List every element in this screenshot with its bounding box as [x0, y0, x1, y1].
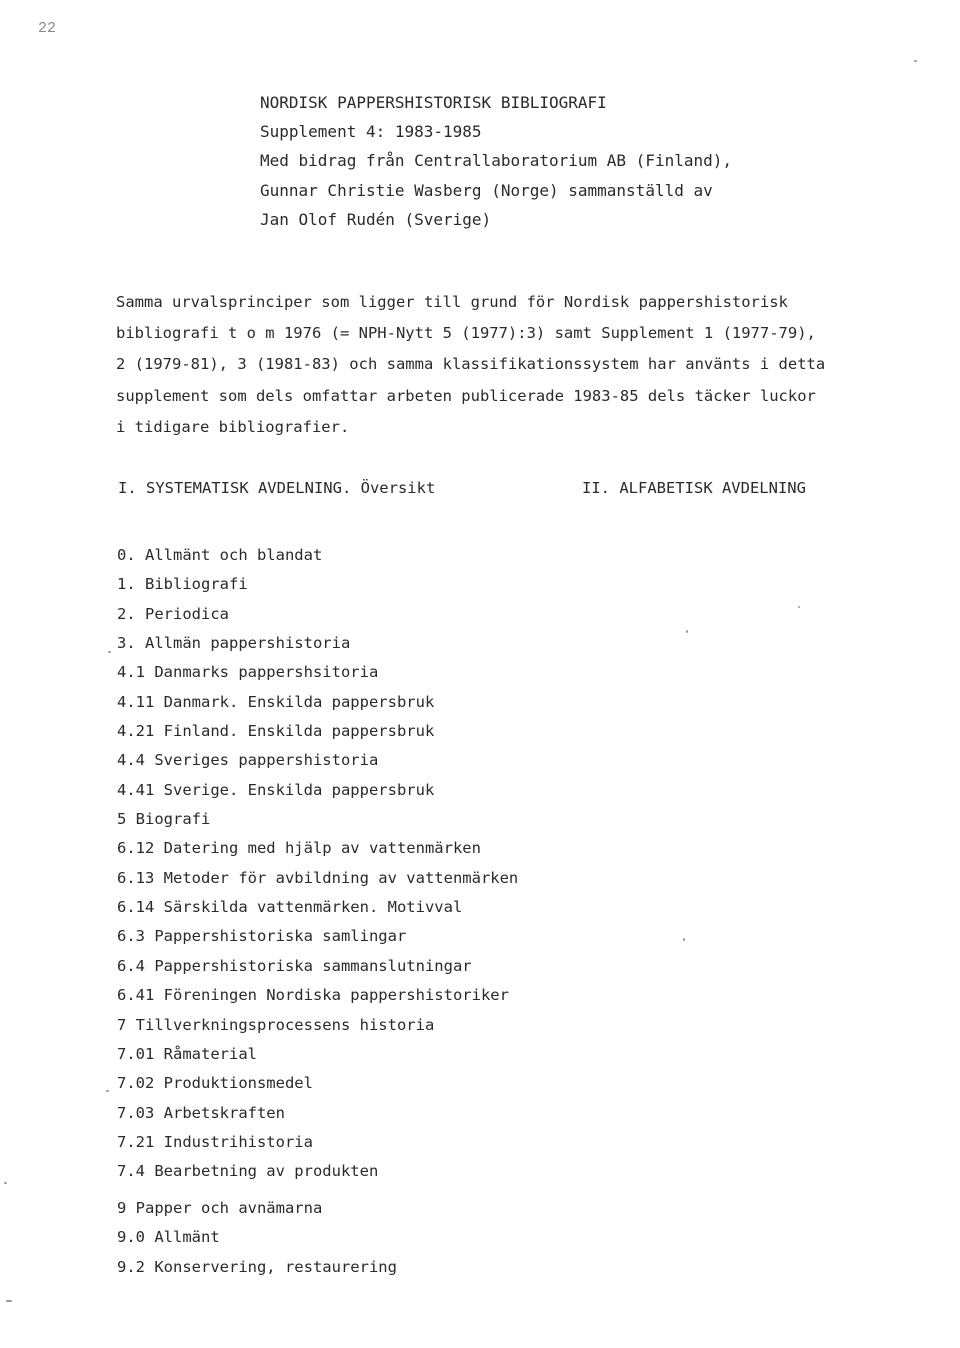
title-line: Jan Olof Rudén (Sverige) — [260, 209, 492, 229]
paragraph-line: 2 (1979-81), 3 (1981-83) och samma klassifikationssystem har använts i detta — [116, 355, 826, 374]
intro-paragraph — [116, 287, 876, 443]
title-line: NORDISK PAPPERSHISTORISK BIBLIOGRAFI — [260, 93, 607, 112]
toc-list — [117, 541, 518, 1187]
scan-speck — [108, 651, 111, 653]
toc-item: 7.4 Bearbetning av produkten — [117, 1162, 379, 1181]
title-line: Med bidrag från Centrallaboratorium AB (Finland), — [260, 151, 733, 171]
toc-item: 4.41 Sverige. Enskilda pappersbruk — [117, 780, 435, 799]
title-block — [260, 88, 732, 234]
scan-speck — [683, 938, 685, 941]
paragraph-line: Samma urvalsprinciper som ligger till grund för Nordisk pappershistorisk — [116, 293, 788, 311]
toc-item: 4.4 Sveriges pappershistoria — [117, 751, 379, 770]
scan-speck — [6, 1300, 12, 1302]
toc-item: 6.41 Föreningen Nordiska pappershistoriker — [117, 986, 509, 1005]
scan-speck — [798, 606, 800, 608]
toc-item: 5 Biografi — [117, 810, 211, 829]
toc-item: 6.4 Pappershistoriska sammanslutningar — [117, 956, 472, 975]
toc-item: 9.0 Allmänt — [117, 1228, 220, 1247]
toc-item: 7.21 Industrihistoria — [117, 1132, 313, 1151]
toc-item: 4.1 Danmarks pappershsitoria — [117, 663, 379, 682]
toc-item: 7.01 Råmaterial — [117, 1044, 257, 1063]
scan-speck — [914, 60, 917, 62]
scan-speck — [106, 1090, 109, 1092]
page-number: 22 — [38, 20, 57, 37]
toc-item: 6.3 Pappershistoriska samlingar — [117, 927, 407, 946]
toc-item: 9.2 Konservering, restaurering — [117, 1257, 397, 1276]
title-line: Supplement 4: 1983-1985 — [260, 122, 482, 142]
paragraph-line: i tidigare bibliografier. — [116, 417, 350, 436]
toc-item: 6.12 Datering med hjälp av vattenmärken — [117, 839, 481, 858]
toc-item: 3. Allmän pappershistoria — [117, 634, 351, 653]
toc-item: 7.03 Arbetskraften — [117, 1103, 285, 1122]
toc-item: 7 Tillverkningsprocessens historia — [117, 1015, 435, 1034]
paragraph-line: bibliografi t o m 1976 (= NPH-Nytt 5 (1977):3) samt Supplement 1 (1977-79), — [116, 324, 816, 343]
toc-item: 2. Periodica — [117, 604, 229, 623]
toc-item: 6.14 Särskilda vattenmärken. Motivval — [117, 898, 463, 917]
toc-item: 4.21 Finland. Enskilda pappersbruk — [117, 722, 435, 741]
toc-item: 1. Bibliografi — [117, 575, 248, 594]
toc-item: 7.02 Produktionsmedel — [117, 1074, 313, 1093]
section-heading-alphabetic: II. ALFABETISK AVDELNING — [582, 479, 806, 497]
toc-item: 6.13 Metoder för avbildning av vattenmärken — [117, 868, 519, 887]
section-heading-systematic: I. SYSTEMATISK AVDELNING. Översikt — [118, 479, 436, 497]
paragraph-line: supplement som dels omfattar arbeten publicerade 1983-85 dels täcker luckor — [116, 386, 816, 405]
toc-list-continued — [117, 1194, 397, 1282]
toc-item: 0. Allmänt och blandat — [117, 546, 323, 564]
scan-speck — [686, 630, 688, 633]
scan-speck — [4, 1182, 7, 1184]
title-line: Gunnar Christie Wasberg (Norge) sammanställd av — [260, 180, 713, 200]
toc-item: 9 Papper och avnämarna — [117, 1199, 323, 1217]
toc-item: 4.11 Danmark. Enskilda pappersbruk — [117, 692, 435, 711]
